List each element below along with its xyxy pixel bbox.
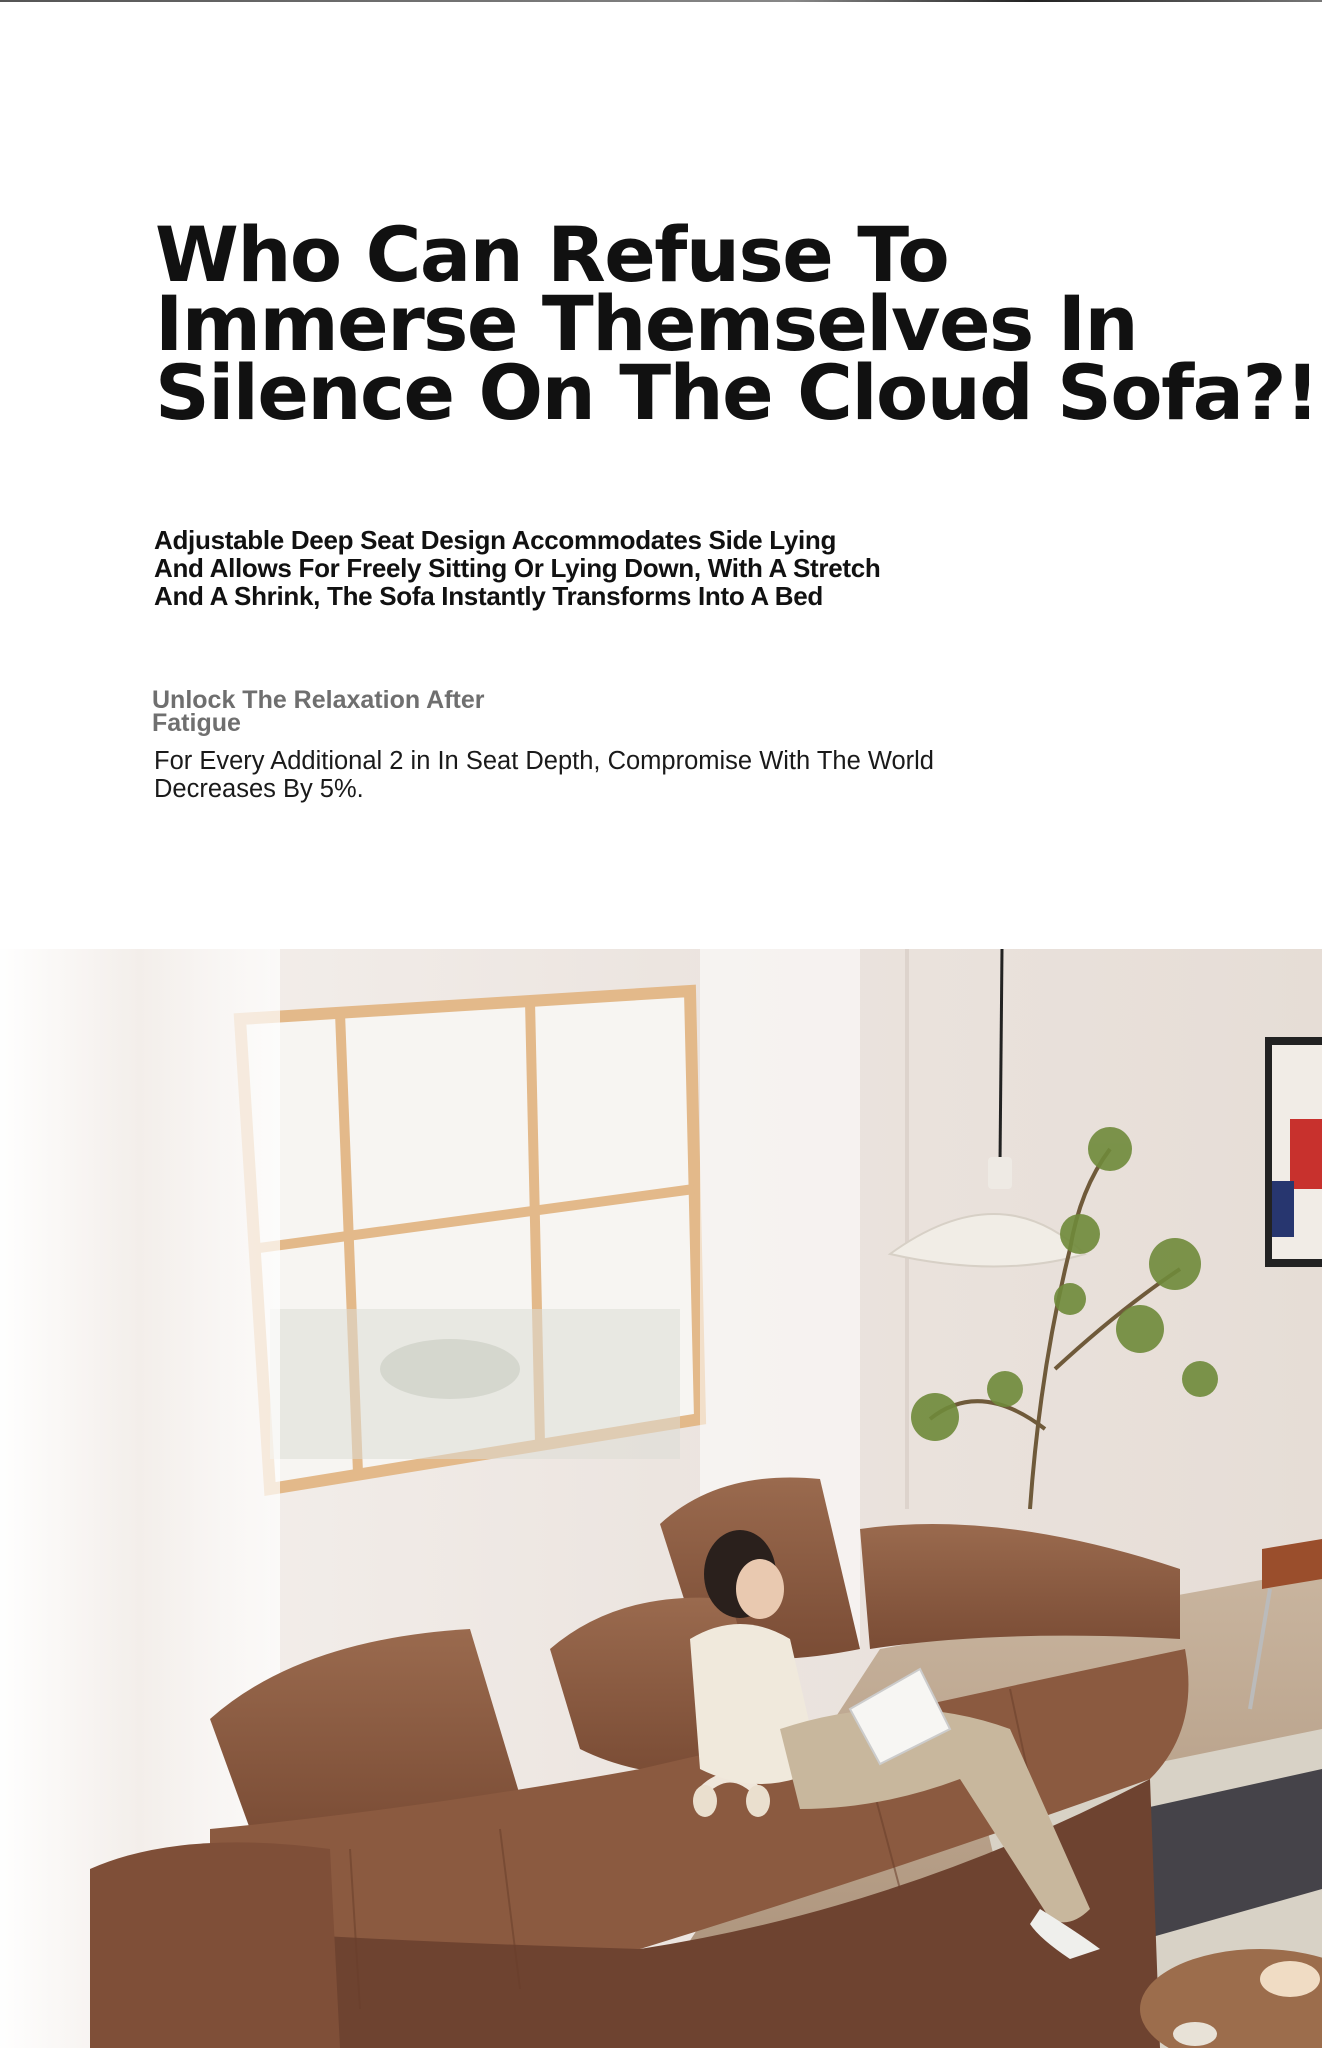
section-label <box>152 686 485 737</box>
section-body-line: For Every Additional 2 in In Seat Depth, Compromise With The World <box>154 747 934 775</box>
top-divider <box>0 0 1322 2</box>
section-body-line: Decreases By 5%. <box>154 775 364 803</box>
headline-line: Who Can Refuse To <box>155 210 949 299</box>
headline-line: Immerse Themselves In <box>155 279 1138 368</box>
sofa-arm <box>90 1842 340 2048</box>
description-line: Adjustable Deep Seat Design Accommodates Side Lying <box>154 525 837 555</box>
headline-line: Silence On The Cloud Sofa?! <box>155 348 1319 437</box>
sofa-scene-illustration <box>0 949 1322 2048</box>
description-line: And Allows For Freely Sitting Or Lying Down, With A Stretch <box>154 553 881 583</box>
description-line: And A Shrink, The Sofa Instantly Transforms Into A Bed <box>154 581 824 611</box>
hero-product-image <box>0 949 1322 2048</box>
section-body <box>154 747 1054 803</box>
wall-art <box>1265 1037 1322 1267</box>
section-label-line: Fatigue <box>152 709 241 737</box>
headline <box>155 210 1319 437</box>
feature-description <box>154 526 1054 610</box>
wall-panel <box>905 949 909 1509</box>
section-label-line: Unlock The Relaxation After <box>152 686 485 714</box>
window <box>240 991 700 1489</box>
